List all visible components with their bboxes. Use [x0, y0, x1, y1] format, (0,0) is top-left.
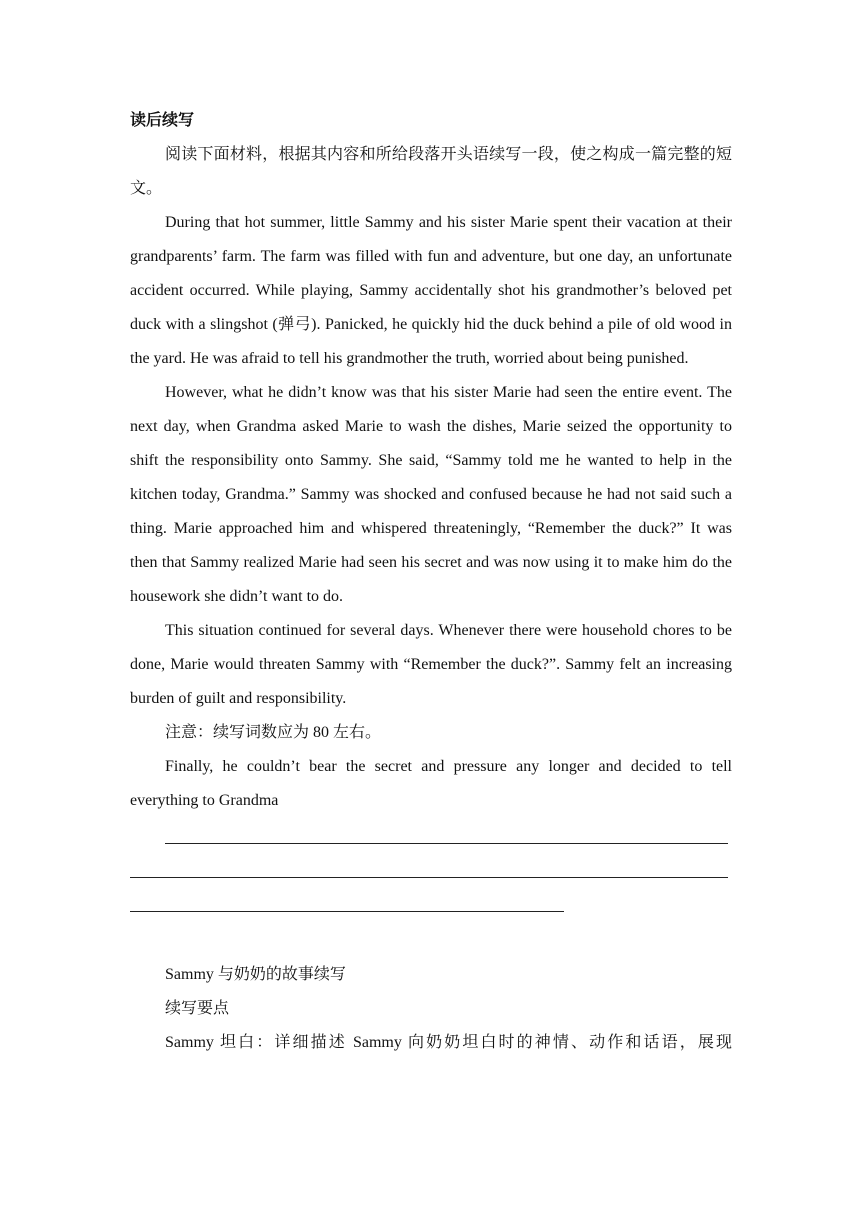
- answer-line-3: [130, 886, 732, 920]
- document-content: [130, 104, 732, 1060]
- section-heading: 读后续写: [130, 112, 195, 129]
- answer-section-subtitle: 续写要点: [165, 1000, 230, 1017]
- story-paragraph-2: However, what he didn’t know was that his sister Marie had seen the entire event. The next day, when Grandma asked Marie to wash the dishes, Marie seized the opportunity to shift the responsibility onto Sammy. She said, “Sammy told me he wanted to help in the kitchen today, Grandma.” Sammy was shocked and confused because he had not said such a thing. Marie approached him and whispered threateningly, “Remember the duck?” It was then that Sammy realized Marie had seen his secret and was now using it to make him do the housework she didn’t want to do.: [130, 384, 732, 605]
- answer-line-2: [130, 852, 732, 886]
- story-paragraph-1: During that hot summer, little Sammy and his sister Marie spent their vacation at their grandparents’ farm. The farm was filled with fun and adventure, but one day, an unfortunate accident occurred. While playing, Sammy accidentally shot his grandmother’s beloved pet duck with a slingshot (弹弓). Panicked, he quickly hid the duck behind a pile of old wood in the yard. He was afraid to tell his grandmother the truth, worried about being punished.: [130, 214, 732, 367]
- answer-point-1: Sammy 坦白：详细描述 Sammy 向奶奶坦白时的神情、动作和话语，展现: [165, 1034, 732, 1051]
- answer-line-1: [130, 818, 732, 852]
- continuation-prompt: Finally, he couldn’t bear the secret and pressure any longer and decided to tell everything to Grandma: [130, 758, 732, 809]
- instruction-text: 阅读下面材料，根据其内容和所给段落开头语续写一段，使之构成一篇完整的短文。: [130, 146, 732, 197]
- word-count-note: 注意：续写词数应为 80 左右。: [165, 724, 382, 741]
- story-paragraph-3: This situation continued for several days. Whenever there were household chores to be done, Marie would threaten Sammy with “Remember the duck?”. Sammy felt an increasing burden of guilt and responsibility.: [130, 622, 732, 707]
- spacer: [130, 920, 732, 958]
- answer-section-title: Sammy 与奶奶的故事续写: [165, 966, 346, 983]
